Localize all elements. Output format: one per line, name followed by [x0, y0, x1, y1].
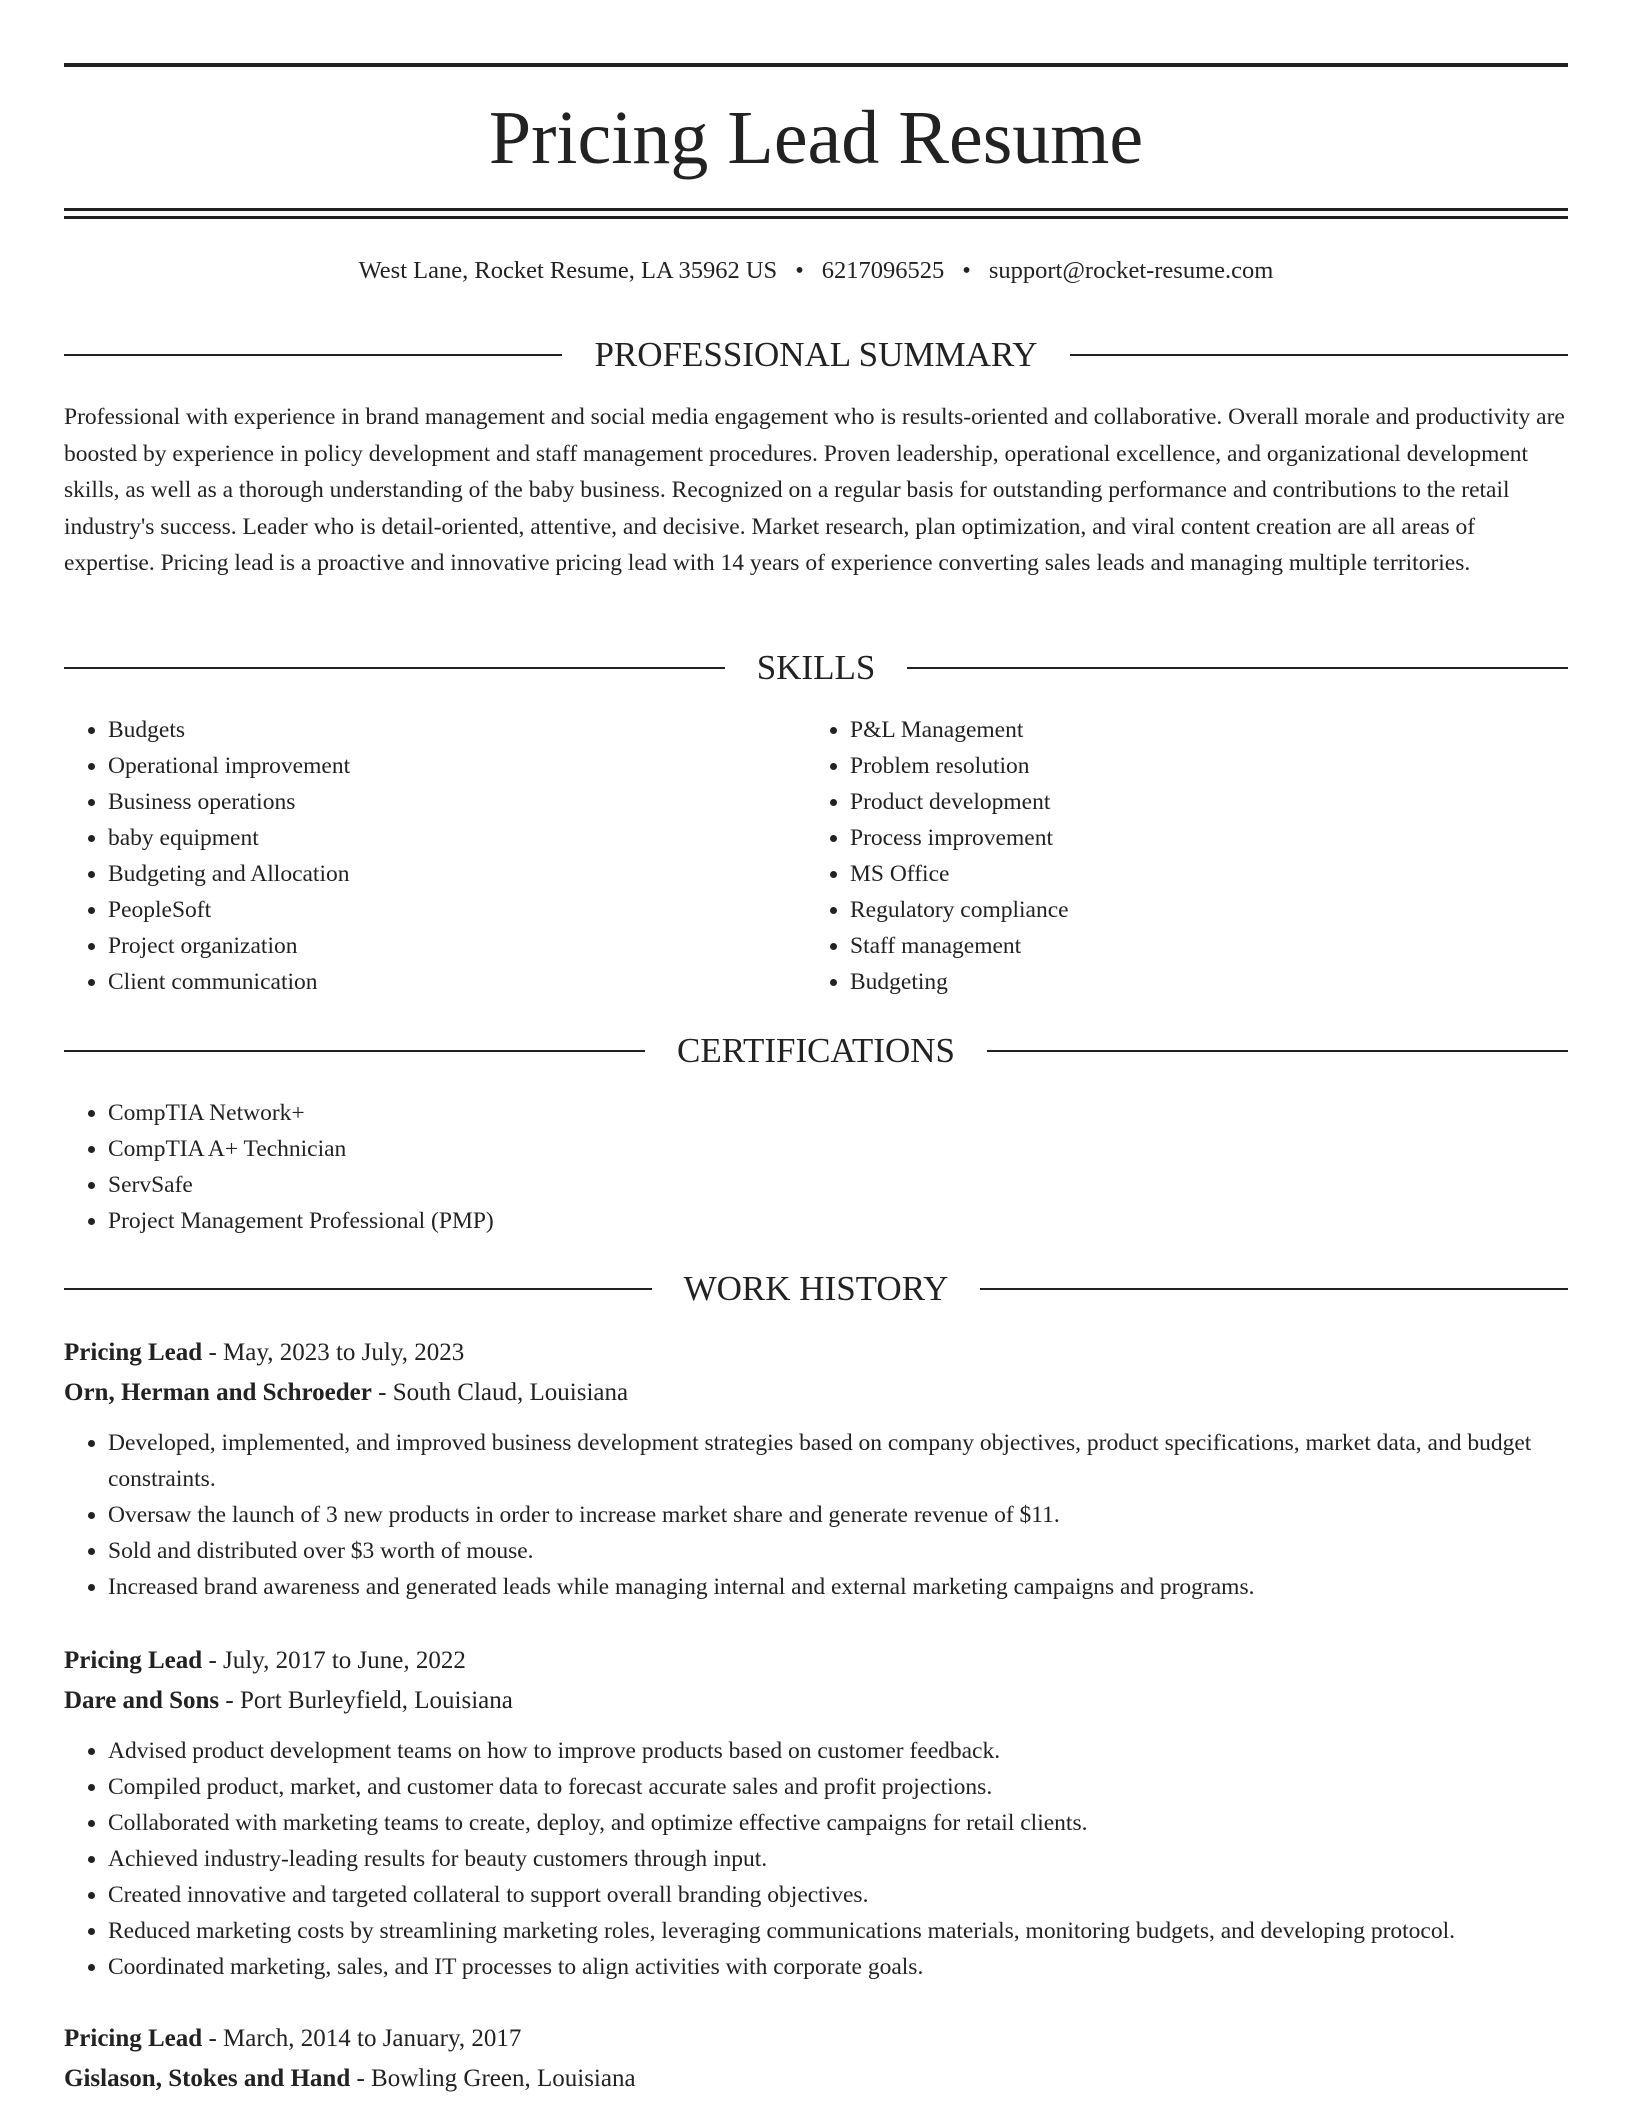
- job-duties-list: [64, 1733, 1568, 1985]
- job-company-line: [64, 1373, 1568, 1413]
- skill-item: • P&L Management: [850, 712, 1506, 748]
- heading-rule-right: [980, 1288, 1568, 1290]
- skill-item: • Client communication: [108, 964, 764, 1000]
- job-location: - Port Burleyfield, Louisiana: [219, 1687, 513, 1714]
- job-duty-item: • Created innovative and targeted collateral to support overall branding objectives.: [108, 1877, 1568, 1913]
- skill-item: • Operational improvement: [108, 748, 764, 784]
- heading-rule-left: [64, 1288, 652, 1290]
- certification-item: • CompTIA A+ Technician: [108, 1131, 1568, 1167]
- contact-address: West Lane, Rocket Resume, LA 35962 US: [358, 257, 778, 284]
- job-entry: [64, 1333, 1568, 1605]
- job-duty-item: • Sold and distributed over $3 worth of mouse.: [108, 1533, 1568, 1569]
- skill-item: • Problem resolution: [850, 748, 1506, 784]
- job-duties-list: [64, 1425, 1568, 1605]
- certifications-heading: [64, 1029, 1568, 1073]
- job-role: Pricing Lead: [64, 1647, 203, 1674]
- certifications-heading-text: CERTIFICATIONS: [677, 1031, 955, 1070]
- skill-item: • Budgeting: [850, 964, 1506, 1000]
- skill-item: • MS Office: [850, 856, 1506, 892]
- heading-rule-right: [1070, 354, 1568, 356]
- certification-item: • Project Management Professional (PMP): [108, 1203, 1568, 1239]
- summary-text: Professional with experience in brand management and social media engagement who is results-oriented and collaborative. Overall morale and productivity are boosted by experience in policy development and staff management procedures. Proven leadership, operational excellence, and organizational development skills, as well as a thorough understanding of the baby business. Recognized on a regular basis for outstanding performance and contributions to the retail industry's success. Leader who is detail-oriented, attentive, and decisive. Market research, plan optimization, and viral content creation are all areas of expertise. Pricing lead is a proactive and innovative pricing lead with 14 years of experience converting sales leads and managing multiple territories.: [64, 404, 1565, 576]
- job-title-line: [64, 2019, 1568, 2059]
- job-company: Gislason, Stokes and Hand: [64, 2065, 351, 2092]
- heading-rule-left: [64, 1050, 645, 1052]
- skill-item: • Business operations: [108, 784, 764, 820]
- job-company-line: [64, 2059, 1568, 2099]
- skill-item: • Project organization: [108, 928, 764, 964]
- certification-item: • ServSafe: [108, 1167, 1568, 1203]
- job-duty-item: • Advised product development teams on how to improve products based on customer feedback.: [108, 1733, 1568, 1769]
- job-duty-item: • Achieved industry-leading results for beauty customers through input.: [108, 1841, 1568, 1877]
- skill-item: • Process improvement: [850, 820, 1506, 856]
- job-dates: - March, 2014 to January, 2017: [202, 2025, 522, 2052]
- skill-item: • baby equipment: [108, 820, 764, 856]
- contact-phone: 6217096525: [821, 257, 945, 284]
- work-history-heading: [64, 1267, 1568, 1311]
- contact-line: [64, 253, 1568, 289]
- work-history-heading-text: WORK HISTORY: [683, 1269, 949, 1308]
- skills-column-right: [806, 712, 1506, 1000]
- job-location: - South Claud, Louisiana: [371, 1379, 629, 1406]
- certifications-list: [64, 1095, 1568, 1239]
- title-double-rule-upper: [64, 208, 1568, 211]
- job-entry: [64, 1641, 1568, 1985]
- job-company-line: [64, 1681, 1568, 1721]
- title-double-rule-lower: [64, 216, 1568, 219]
- job-location: - Bowling Green, Louisiana: [350, 2065, 636, 2092]
- job-duty-item: • Compiled product, market, and customer data to forecast accurate sales and profit projections.: [108, 1769, 1568, 1805]
- skills-column-left: [64, 712, 764, 1000]
- job-title-line: [64, 1333, 1568, 1373]
- skills-heading-text: SKILLS: [756, 648, 876, 687]
- skill-item: • Product development: [850, 784, 1506, 820]
- contact-separator: •: [795, 257, 804, 284]
- certification-item: • CompTIA Network+: [108, 1095, 1568, 1131]
- skill-item: • PeopleSoft: [108, 892, 764, 928]
- summary-heading-text: PROFESSIONAL SUMMARY: [594, 335, 1038, 374]
- heading-rule-left: [64, 667, 725, 669]
- skills-list-left: [64, 712, 764, 1000]
- job-company: Dare and Sons: [64, 1687, 220, 1714]
- job-duty-item: • Coordinated marketing, sales, and IT processes to align activities with corporate goals.: [108, 1949, 1568, 1985]
- job-company: Orn, Herman and Schroeder: [64, 1379, 372, 1406]
- heading-rule-left: [64, 354, 562, 356]
- job-duty-item: • Reduced marketing costs by streamlining marketing roles, leveraging communications materials, monitoring budgets, and developing protocol.: [108, 1913, 1568, 1949]
- summary-heading: [64, 333, 1568, 377]
- skill-item: • Regulatory compliance: [850, 892, 1506, 928]
- resume-title: Pricing Lead Resume: [488, 96, 1144, 180]
- contact-email: support@rocket-resume.com: [988, 257, 1274, 284]
- job-dates: - July, 2017 to June, 2022: [202, 1647, 466, 1674]
- skill-item: • Budgets: [108, 712, 764, 748]
- job-role: Pricing Lead: [64, 2025, 203, 2052]
- skills-heading: [64, 646, 1568, 690]
- heading-rule-right: [907, 667, 1568, 669]
- skills-list-right: [806, 712, 1506, 1000]
- job-dates: - May, 2023 to July, 2023: [202, 1339, 465, 1366]
- job-duty-item: • Oversaw the launch of 3 new products in order to increase market share and generate revenue of $11.: [108, 1497, 1568, 1533]
- job-duty-item: • Increased brand awareness and generated leads while managing internal and external marketing campaigns and programs.: [108, 1569, 1568, 1605]
- skill-item: • Budgeting and Allocation: [108, 856, 764, 892]
- job-duty-item: • Developed, implemented, and improved business development strategies based on company objectives, product specifications, market data, and budget constraints.: [108, 1425, 1568, 1497]
- job-title-line: [64, 1641, 1568, 1681]
- job-entry: [64, 2019, 1568, 2099]
- certifications-block: [64, 1095, 1568, 1239]
- skill-item: • Staff management: [850, 928, 1506, 964]
- contact-separator: •: [962, 257, 971, 284]
- job-role: Pricing Lead: [64, 1339, 203, 1366]
- title-top-rule: [64, 63, 1568, 67]
- job-duty-item: • Collaborated with marketing teams to create, deploy, and optimize effective campaigns for retail clients.: [108, 1805, 1568, 1841]
- heading-rule-right: [987, 1050, 1568, 1052]
